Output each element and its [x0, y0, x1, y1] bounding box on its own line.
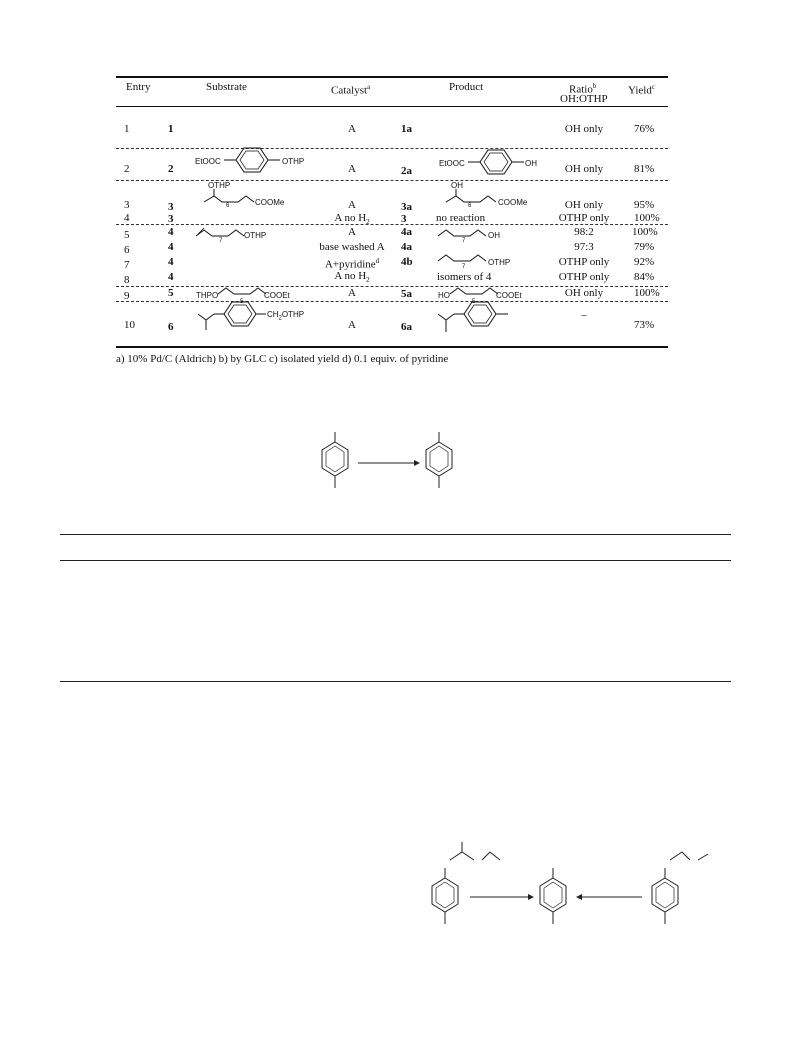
row10-yield: 73% — [634, 319, 655, 331]
row1-substrate-no: 1 — [168, 123, 174, 135]
p4a-right-label: OH — [488, 231, 500, 240]
row1-product-no: 1a — [401, 123, 412, 135]
row4-product-no: 3 — [401, 213, 407, 225]
header-product: Product — [449, 81, 484, 93]
row5-entry: 5 — [124, 229, 130, 241]
header-ratio-sub: OH:OTHP — [560, 93, 608, 105]
scheme2-right-sidechain — [670, 852, 708, 860]
row2-catalyst: A — [348, 163, 356, 175]
row4-ratio: OTHP only — [558, 212, 610, 224]
row7-product-no: 4b — [401, 256, 413, 268]
s6-right-label: $CH_2OTHP$ — [267, 310, 305, 322]
row1-catalyst: A — [348, 123, 356, 135]
row10-substrate-no: 6 — [168, 321, 174, 333]
row2-entry: 2 — [124, 163, 130, 175]
row5-product-no: 4a — [401, 226, 412, 238]
p4a-sub-label: 7 — [462, 238, 466, 244]
row9-substrate-no: 5 — [168, 287, 174, 299]
row8-yield: 84% — [634, 271, 655, 283]
p3-right-label: COOMe — [498, 198, 528, 207]
header-ratio: Ratio$^b$ — [569, 82, 597, 96]
row8-product-text: isomers of 4 — [437, 271, 492, 283]
reaction-scheme-1 — [300, 430, 480, 494]
row7-entry: 7 — [124, 259, 130, 271]
row5-substrate-no: 4 — [168, 226, 174, 238]
row6-ratio: 97:3 — [574, 241, 594, 253]
s2-left-label: EtOOC — [195, 157, 221, 166]
scheme2-center-ring — [540, 868, 566, 924]
scheme1-arrow — [358, 460, 420, 466]
row10-ratio: – — [581, 309, 587, 321]
row4-entry: 4 — [124, 212, 130, 224]
row4-catalyst: A no $H_2$ — [334, 212, 370, 227]
header-entry: Entry — [126, 81, 151, 93]
row6-yield: 79% — [634, 241, 655, 253]
s3-right-label: COOMe — [255, 198, 285, 207]
empty-table-top-rule — [60, 534, 731, 535]
row2-product-no: 2a — [401, 165, 412, 177]
row-separator — [116, 224, 668, 225]
p2-right-label: OH — [525, 159, 537, 168]
row8-catalyst: A no $H_2$ — [334, 270, 370, 285]
row5-yield: 100% — [632, 226, 658, 238]
s5-right-label: COOEt — [264, 291, 290, 300]
scheme2-left-sidechain — [450, 842, 500, 860]
row7-substrate-no: 4 — [168, 256, 174, 268]
table-footnote: a) 10% Pd/C (Aldrich) b) by GLC c) isolated yield d) 0.1 equiv. of pyridine — [116, 353, 449, 365]
row6-product-no: 4a — [401, 241, 412, 253]
table-top-rule — [116, 76, 668, 78]
row6-entry: 6 — [124, 244, 130, 256]
row3-ratio: OH only — [564, 199, 604, 211]
row9-ratio: OH only — [564, 287, 604, 299]
s4-right-label: OTHP — [244, 231, 267, 240]
row10-catalyst: A — [348, 319, 356, 331]
p5-sub-label: 5 — [472, 299, 476, 305]
s3-top-label: OTHP — [208, 181, 231, 190]
row4-substrate-no: 3 — [168, 213, 174, 225]
row2-yield: 81% — [634, 163, 655, 175]
row10-entry: 10 — [124, 319, 135, 331]
row7-yield: 92% — [634, 256, 655, 268]
row9-catalyst: A — [348, 287, 356, 299]
row3-substrate-no: 3 — [168, 201, 174, 213]
p4b-sub-label: 7 — [462, 264, 466, 270]
scheme2-reverse-arrow — [576, 894, 642, 900]
row3-product-no: 3a — [401, 201, 412, 213]
s5-sub-label: 5 — [240, 299, 244, 305]
header-yield: Yield$^c$ — [628, 83, 655, 97]
header-catalyst: Catalyst$^a$ — [331, 83, 371, 97]
row7-ratio: OTHP only — [558, 256, 610, 268]
p4b-right-label: OTHP — [488, 258, 511, 267]
row9-product-no: 5a — [401, 288, 412, 300]
scheme2-left-ring — [432, 868, 458, 924]
p3-sub-label: 6 — [468, 203, 472, 209]
table-bottom-rule — [116, 346, 668, 348]
header-substrate: Substrate — [206, 81, 247, 93]
row2-ratio: OH only — [564, 163, 604, 175]
empty-table-header-rule — [60, 560, 731, 561]
scheme2-forward-arrow — [470, 894, 534, 900]
row1-ratio: OH only — [564, 123, 604, 135]
s2-right-label: OTHP — [282, 157, 305, 166]
row3-yield: 95% — [634, 199, 655, 211]
row1-yield: 76% — [634, 123, 655, 135]
p3-top-label: OH — [451, 181, 463, 190]
row1-entry: 1 — [124, 123, 130, 135]
p5-right-label: COOEt — [496, 291, 522, 300]
scheme1-reactant-ring — [322, 432, 348, 488]
row8-substrate-no: 4 — [168, 271, 174, 283]
row-separator — [116, 148, 668, 149]
row5-catalyst: A — [348, 226, 356, 238]
row6-substrate-no: 4 — [168, 241, 174, 253]
product-6a-structure — [438, 306, 528, 346]
empty-table-bottom-rule — [60, 681, 731, 682]
row3-entry: 3 — [124, 199, 130, 211]
row8-entry: 8 — [124, 274, 130, 286]
row9-entry: 9 — [124, 290, 130, 302]
reaction-scheme-2 — [420, 838, 720, 930]
row4-yield: 100% — [634, 212, 660, 224]
s4-sub-label: 7 — [219, 238, 223, 244]
row8-ratio: OTHP only — [558, 271, 610, 283]
p5-left-label: HO — [438, 291, 450, 300]
scheme2-right-ring — [652, 868, 678, 924]
s3-sub-label: 6 — [226, 203, 230, 209]
row-separator — [116, 180, 668, 181]
p2-left-label: EtOOC — [439, 159, 465, 168]
row5-ratio: 98:2 — [574, 226, 594, 238]
row2-substrate-no: 2 — [168, 163, 174, 175]
row3-catalyst: A — [348, 199, 356, 211]
header-rule — [116, 106, 668, 107]
s5-left-label: THPO — [196, 291, 219, 300]
row4-product-text: no reaction — [436, 212, 486, 224]
row6-catalyst: base washed A — [319, 241, 385, 253]
row7-catalyst: A+pyridine$^d$ — [324, 257, 380, 271]
scheme1-product-ring — [426, 432, 452, 488]
row9-yield: 100% — [634, 287, 660, 299]
row10-product-no: 6a — [401, 321, 412, 333]
